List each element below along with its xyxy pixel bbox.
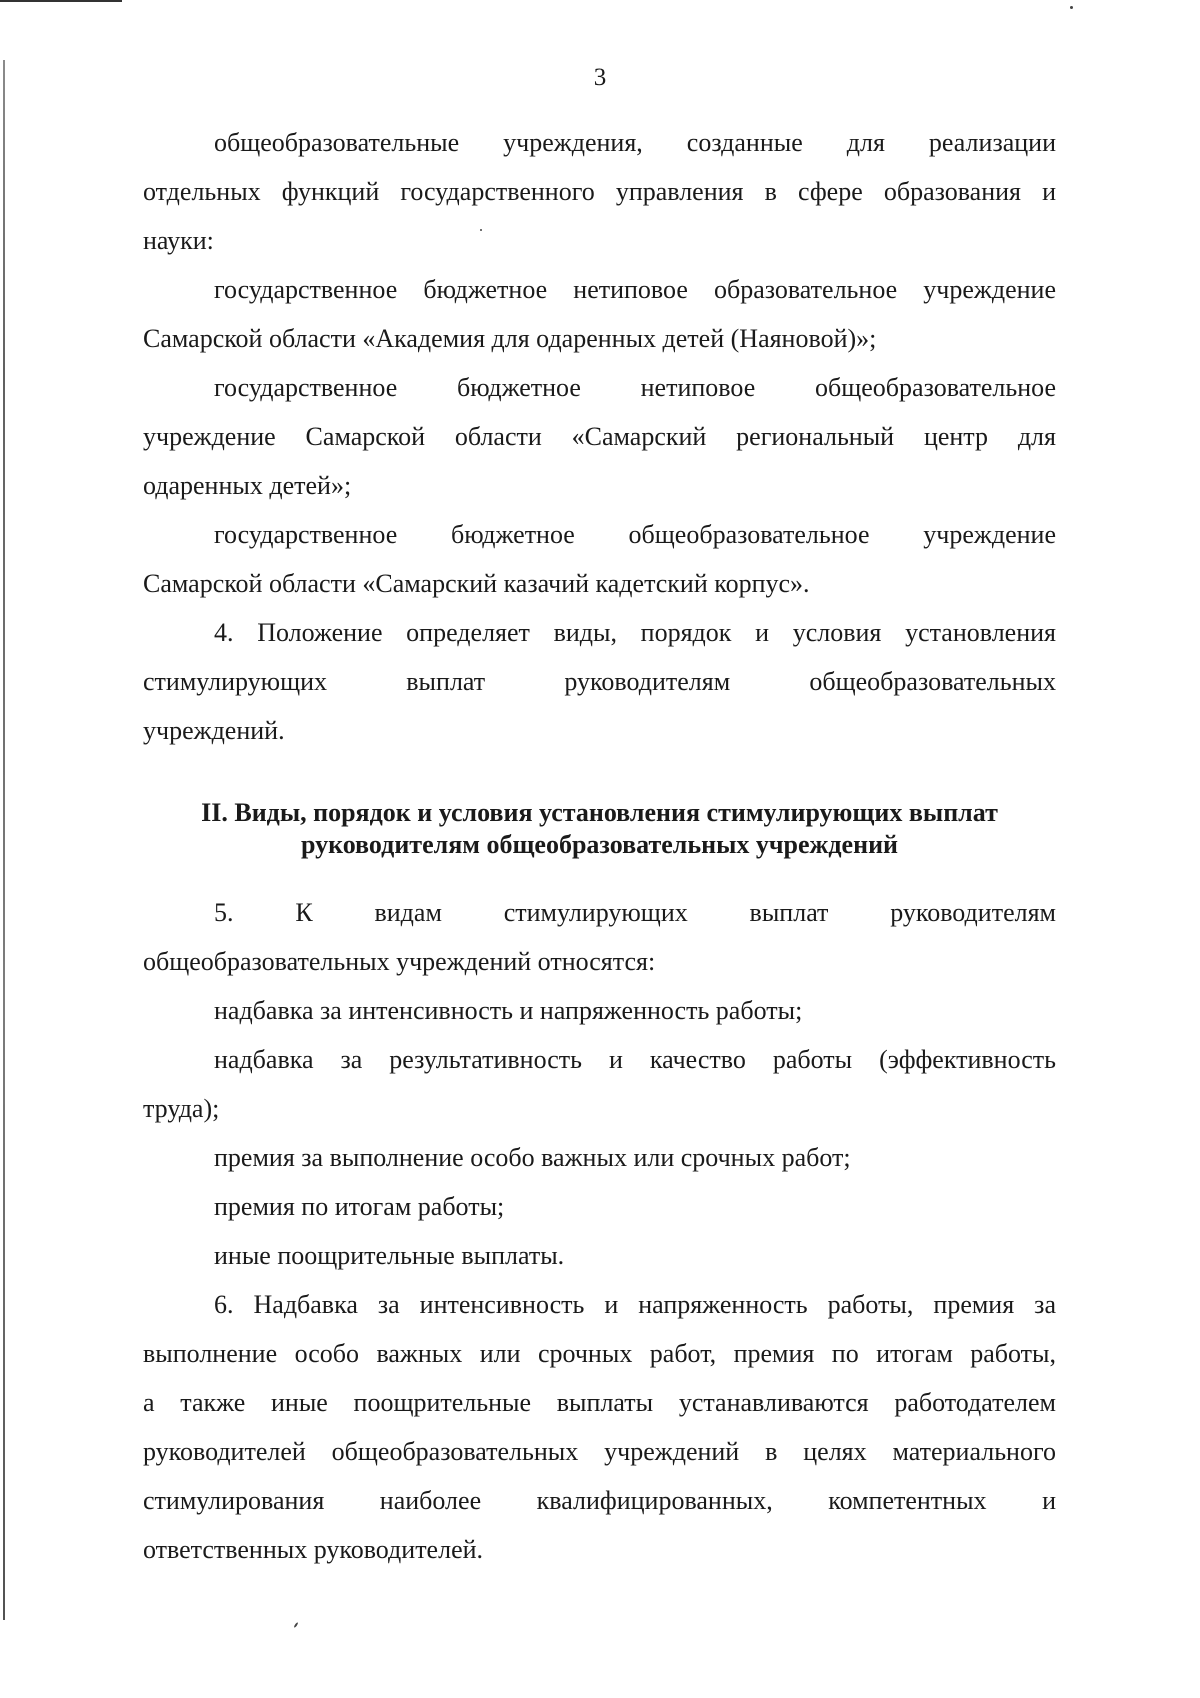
paragraph-item-5 bbox=[143, 888, 1056, 986]
paragraph-cadet-corps bbox=[143, 510, 1056, 608]
paragraph-line: учреждение Самарской области «Самарский региональный центр для bbox=[143, 422, 1056, 451]
paragraph-line: общеобразовательные учреждения, созданные для реализации bbox=[214, 128, 1056, 157]
paragraph-line: премия по итогам работы; bbox=[214, 1192, 505, 1221]
paragraph-line: науки: bbox=[143, 226, 214, 255]
paragraph-line: государственное бюджетное нетиповое образовательное учреждение bbox=[214, 275, 1056, 304]
paragraph-line: иные поощрительные выплаты. bbox=[214, 1241, 565, 1270]
paragraph-line: труда); bbox=[143, 1094, 220, 1123]
paragraph-line: стимулирующих выплат руководителям общеобразовательных bbox=[143, 667, 1056, 696]
paragraph-line: государственное бюджетное нетиповое общеобразовательное bbox=[214, 373, 1056, 402]
paragraph-line: общеобразовательных учреждений относятся: bbox=[143, 947, 656, 976]
paragraph-institutions-intro bbox=[143, 118, 1056, 265]
paragraph-line: Самарской области «Самарский казачий кадетский корпус». bbox=[143, 569, 810, 598]
list-item-effectiveness-bonus bbox=[143, 1035, 1056, 1133]
paragraph-line: премия за выполнение особо важных или срочных работ; bbox=[214, 1143, 851, 1172]
paragraph-line: 5. К видам стимулирующих выплат руководителям bbox=[214, 898, 1056, 927]
list-item-urgent-work-premium bbox=[143, 1133, 1056, 1182]
paragraph-regional-center bbox=[143, 363, 1056, 510]
scan-artifact-left-edge bbox=[3, 60, 5, 1620]
scan-artifact-dot bbox=[1070, 6, 1073, 9]
list-item-results-premium bbox=[143, 1182, 1056, 1231]
paragraph-line: ответственных руководителей. bbox=[143, 1535, 484, 1564]
paragraph-item-4 bbox=[143, 608, 1056, 755]
paragraph-line: руководителей общеобразовательных учреждений в целях материального bbox=[143, 1437, 1056, 1466]
paragraph-academy bbox=[143, 265, 1056, 363]
paragraph-line: отдельных функций государственного управления в сфере образования и bbox=[143, 177, 1056, 206]
paragraph-line: выполнение особо важных или срочных работ, премия по итогам работы, bbox=[143, 1339, 1056, 1368]
paragraph-item-6 bbox=[143, 1280, 1056, 1574]
section-2-heading bbox=[143, 797, 1056, 861]
scan-artifact-top-line bbox=[0, 0, 122, 2]
paragraph-line: надбавка за результативность и качество работы (эффективность bbox=[214, 1045, 1056, 1074]
paragraph-line: 6. Надбавка за интенсивность и напряженность работы, премия за bbox=[214, 1290, 1056, 1319]
paragraph-line: учреждений. bbox=[143, 716, 285, 745]
section-heading-line: II. Виды, порядок и условия установления стимулирующих выплат bbox=[201, 798, 998, 827]
list-item-intensity-bonus bbox=[143, 986, 1056, 1035]
paragraph-line: а также иные поощрительные выплаты устанавливаются работодателем bbox=[143, 1388, 1056, 1417]
page-number: 3 bbox=[593, 64, 607, 91]
section-1-continuation bbox=[143, 118, 1056, 755]
paragraph-line: Самарской области «Академия для одаренных детей (Наяновой)»; bbox=[143, 324, 877, 353]
section-heading-line: руководителям общеобразовательных учреждений bbox=[300, 830, 899, 859]
paragraph-line: государственное бюджетное общеобразовательное учреждение bbox=[214, 520, 1056, 549]
paragraph-line: 4. Положение определяет виды, порядок и условия установления bbox=[214, 618, 1056, 647]
paragraph-line: надбавка за интенсивность и напряженность работы; bbox=[214, 996, 803, 1025]
scan-artifact-mark bbox=[293, 1622, 298, 1628]
paragraph-line: одаренных детей»; bbox=[143, 471, 352, 500]
list-item-other-payments bbox=[143, 1231, 1056, 1280]
paragraph-line: стимулирования наиболее квалифицированных, компетентных и bbox=[143, 1486, 1056, 1515]
section-2-body bbox=[143, 888, 1056, 1574]
